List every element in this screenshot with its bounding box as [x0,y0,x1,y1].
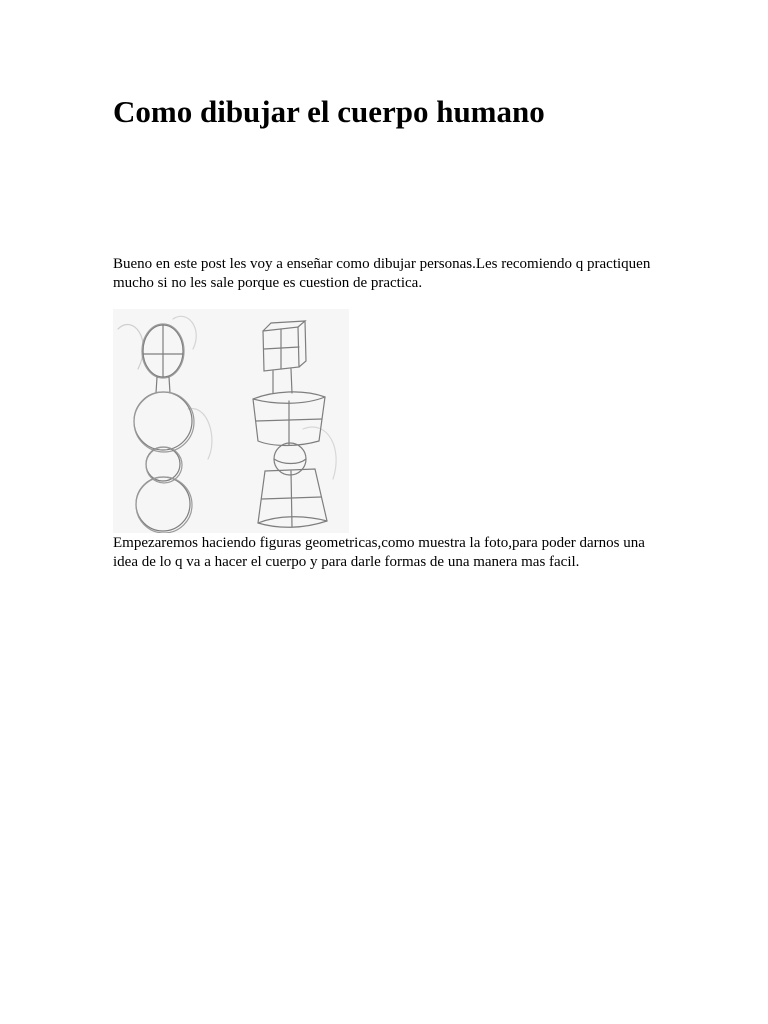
sketch-image [113,309,349,533]
geometric-figures-drawing [113,309,349,533]
body-paragraph: Empezaremos haciendo figuras geometricas,como muestra la foto,para poder darnos una idea de lo q va a hacer el cuerpo y para darle formas de una manera mas facil. [113,535,645,570]
page-title: Como dibujar el cuerpo humano [113,94,545,129]
intro-paragraph: Bueno en este post les voy a enseñar como dibujar personas.Les recomiendo q practiquen mucho si no les sale porque es cuestion de practica. [113,256,651,291]
